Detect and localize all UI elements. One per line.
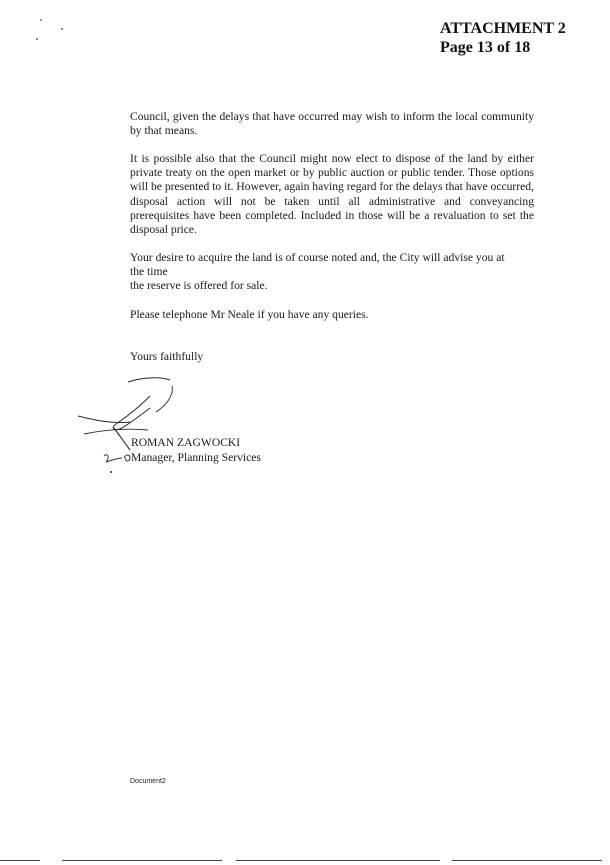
scan-speck <box>40 19 42 21</box>
paragraph-3-line: Your desire to acquire the land is of course noted and, the City will advise you at <box>130 251 505 264</box>
closing-salutation: Yours faithfully <box>130 350 204 363</box>
document-label: Document2 <box>130 778 166 785</box>
page-edge-line <box>62 860 222 861</box>
paragraph-1: Council, given the delays that have occurred may wish to inform the local community by that means. <box>130 110 534 138</box>
attachment-header <box>440 19 566 57</box>
page-edge-line <box>236 860 440 861</box>
paragraph-3-line: the reserve is offered for sale. <box>130 279 268 293</box>
scan-speck <box>61 28 63 30</box>
signatory-name: ROMAN ZAGWOCKI <box>131 436 241 449</box>
paragraph-3-line: the time <box>130 265 168 279</box>
page-number: Page 13 of 18 <box>440 39 531 56</box>
paragraph-2: It is possible also that the Council might now elect to dispose of the land by either private treaty on the open market or by public auction or public tender. Those options will be presented to it. However, again having regard for the delays that have occurred, disposal action will not be taken until all administrative and conveyancing prerequisites have been completed. Included in those will be a revaluation to set the disposal price. <box>130 152 534 237</box>
signatory-block <box>131 435 261 465</box>
attachment-label: ATTACHMENT 2 <box>440 20 566 37</box>
handwritten-signature-icon <box>70 372 200 482</box>
page-edge-line <box>452 860 602 861</box>
paragraph-3 <box>130 251 534 294</box>
paragraph-4: Please telephone Mr Neale if you have any queries. <box>130 308 369 321</box>
page-edge-line <box>0 860 40 861</box>
signatory-title: Manager, Planning Services <box>131 451 261 464</box>
scan-speck <box>36 38 38 40</box>
